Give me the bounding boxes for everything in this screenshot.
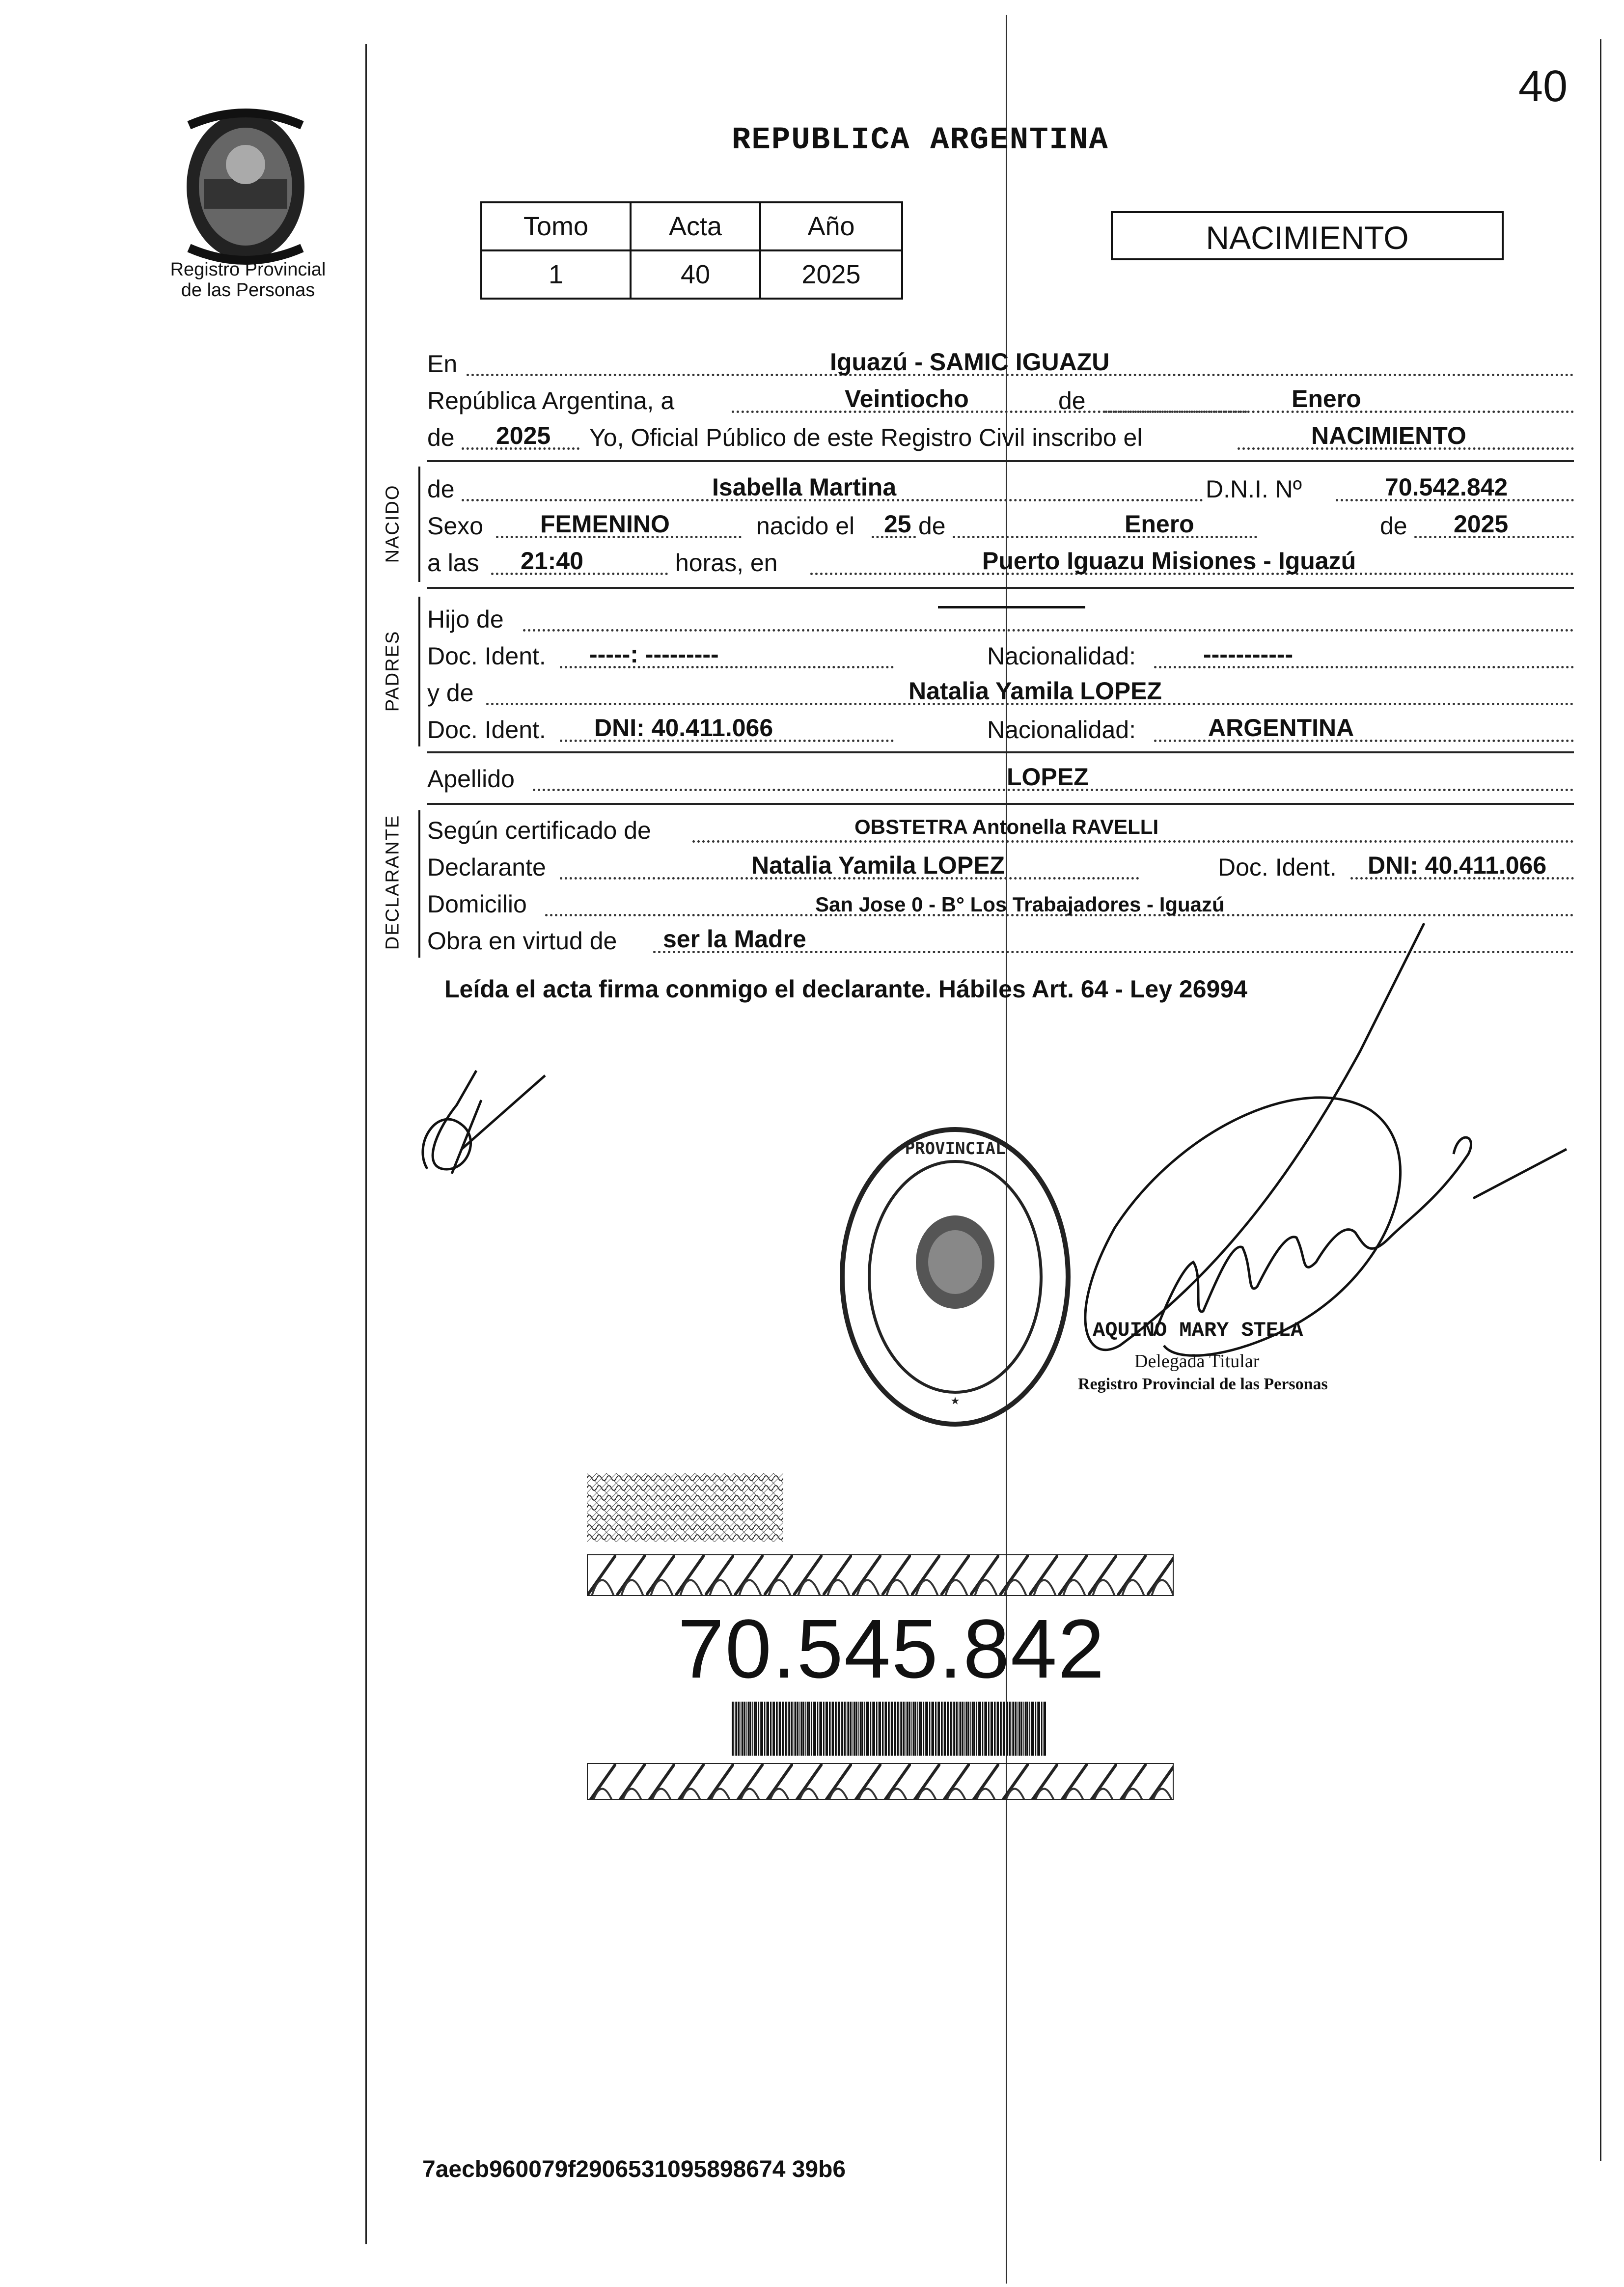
section-label-nacido: NACIDO bbox=[382, 484, 403, 563]
section-bracket bbox=[418, 597, 420, 746]
value-certificate: OBSTETRA Antonella RAVELLI bbox=[854, 815, 1159, 838]
section-bracket bbox=[418, 467, 420, 582]
province-coat-of-arms-icon bbox=[169, 106, 322, 268]
value-child-name: Isabella Martina bbox=[712, 473, 897, 501]
value-declarant: Natalia Yamila LOPEZ bbox=[751, 852, 1005, 879]
section-bracket bbox=[418, 810, 420, 958]
row-sex bbox=[427, 506, 1574, 545]
row-name bbox=[427, 469, 1574, 508]
official-seal-icon bbox=[832, 1120, 1078, 1434]
label-republica: República Argentina, a bbox=[427, 387, 675, 414]
value-born-month: Enero bbox=[1125, 510, 1194, 538]
officer-name: AQUINO MARY STELA bbox=[1093, 1319, 1303, 1342]
document-hash: 7aecb960079f2906531095898674 39b6 bbox=[422, 2156, 846, 2182]
value-born-day: 25 bbox=[884, 510, 911, 538]
row-declarant bbox=[427, 847, 1574, 886]
label-de: de bbox=[427, 424, 455, 451]
dotted-line bbox=[523, 629, 1574, 632]
section-label-declarante: DECLARANTE bbox=[382, 814, 403, 950]
value-tomo: 1 bbox=[481, 250, 631, 299]
label-de: de bbox=[427, 475, 455, 503]
section-label-padres: PADRES bbox=[382, 630, 403, 712]
registry-caption bbox=[152, 259, 344, 301]
security-pattern-top bbox=[587, 1473, 783, 1542]
caption-line-2: de las Personas bbox=[181, 280, 315, 301]
label-segun-certificado: Según certificado de bbox=[427, 817, 651, 844]
barcode-number: 70.545.842 bbox=[678, 1602, 1105, 1696]
caption-line-1: Registro Provincial bbox=[170, 259, 326, 280]
left-margin-line bbox=[365, 44, 367, 2244]
svg-text:PROVINCIAL: PROVINCIAL bbox=[905, 1139, 1006, 1158]
closing-statement: Leída el acta firma conmigo el declarante. Hábiles Art. 64 - Ley 26994 bbox=[444, 975, 1247, 1003]
label-obra-en-virtud: Obra en virtud de bbox=[427, 927, 617, 955]
divider bbox=[427, 751, 1574, 753]
value-father-nat: ----------- bbox=[1203, 640, 1294, 668]
row-registration bbox=[427, 417, 1574, 457]
label-en: En bbox=[427, 350, 458, 378]
dotted-line bbox=[692, 840, 1574, 843]
label-de: de bbox=[918, 512, 946, 540]
value-father-doc: -----: --------- bbox=[589, 640, 719, 668]
value-record: NACIMIENTO bbox=[1311, 422, 1466, 449]
row-mother bbox=[427, 673, 1574, 712]
row-place bbox=[427, 344, 1574, 383]
country-title: REPUBLICA ARGENTINA bbox=[732, 123, 1109, 158]
dotted-line bbox=[953, 536, 1257, 538]
label-domicilio: Domicilio bbox=[427, 890, 527, 918]
value-declarant-doc: DNI: 40.411.066 bbox=[1368, 852, 1547, 879]
value-mother-doc: DNI: 40.411.066 bbox=[594, 714, 773, 742]
divider bbox=[427, 587, 1574, 589]
row-surname bbox=[427, 759, 1574, 798]
officer-role: Delegada Titular bbox=[1134, 1351, 1260, 1372]
value-mother: Natalia Yamila LOPEZ bbox=[908, 677, 1162, 705]
reference-table bbox=[480, 201, 903, 300]
value-day: Veintiocho bbox=[845, 385, 969, 413]
label-doc-ident: Doc. Ident. bbox=[1218, 854, 1337, 881]
value-born-year: 2025 bbox=[1454, 510, 1509, 538]
label-nacionalidad: Nacionalidad: bbox=[987, 642, 1136, 670]
security-band-lower bbox=[587, 1763, 1174, 1800]
registration-text: Yo, Oficial Público de este Registro Civil inscribo el bbox=[589, 424, 1143, 451]
label-apellido: Apellido bbox=[427, 765, 515, 793]
barcode-icon bbox=[732, 1702, 1046, 1756]
right-margin-line bbox=[1600, 39, 1601, 2161]
value-birth-place: Puerto Iguazu Misiones - Iguazú bbox=[982, 547, 1356, 575]
row-time bbox=[427, 543, 1574, 582]
header-tomo: Tomo bbox=[481, 202, 631, 250]
value-surname: LOPEZ bbox=[1007, 763, 1089, 791]
label-nacionalidad: Nacionalidad: bbox=[987, 716, 1136, 744]
row-father bbox=[427, 592, 1574, 638]
officer-office: Registro Provincial de las Personas bbox=[1078, 1375, 1328, 1393]
label-nacido-el: nacido el bbox=[756, 512, 855, 540]
svg-text:★: ★ bbox=[950, 1391, 960, 1408]
label-doc-ident: Doc. Ident. bbox=[427, 716, 546, 744]
label-declarante: Declarante bbox=[427, 854, 546, 881]
page-number: 40 bbox=[1518, 62, 1568, 111]
record-type-box: NACIMIENTO bbox=[1111, 211, 1504, 260]
label-doc-ident: Doc. Ident. bbox=[427, 642, 546, 670]
label-sexo: Sexo bbox=[427, 512, 483, 540]
value-address: San Jose 0 - B° Los Trabajadores - Iguazú bbox=[815, 893, 1225, 916]
label-y-de: y de bbox=[427, 679, 474, 707]
value-ano: 2025 bbox=[760, 250, 902, 299]
row-certificate bbox=[427, 810, 1574, 850]
divider bbox=[427, 803, 1574, 805]
row-date bbox=[427, 381, 1574, 420]
divider bbox=[427, 460, 1574, 462]
label-dni: D.N.I. Nº bbox=[1206, 475, 1302, 503]
label-de: de bbox=[1058, 387, 1086, 414]
row-address bbox=[427, 884, 1574, 923]
value-acta: 40 bbox=[631, 250, 760, 299]
header-ano: Año bbox=[760, 202, 902, 250]
label-horas-en: horas, en bbox=[675, 549, 778, 577]
header-acta: Acta bbox=[631, 202, 760, 250]
value-child-dni: 70.542.842 bbox=[1385, 473, 1508, 501]
value-mother-nat: ARGENTINA bbox=[1208, 714, 1354, 742]
declarant-signature bbox=[408, 1046, 550, 1193]
value-time: 21:40 bbox=[521, 547, 583, 575]
row-father-doc bbox=[427, 636, 1574, 675]
value-month: Enero bbox=[1292, 385, 1361, 413]
value-year: 2025 bbox=[496, 422, 551, 449]
value-father: —————— bbox=[938, 592, 1085, 619]
label-de-2: de bbox=[1380, 512, 1407, 540]
label-hijo-de: Hijo de bbox=[427, 606, 504, 633]
row-mother-doc bbox=[427, 710, 1574, 749]
value-place: Iguazú - SAMIC IGUAZU bbox=[830, 348, 1110, 376]
security-band-upper bbox=[587, 1554, 1174, 1596]
value-obra: ser la Madre bbox=[663, 925, 806, 953]
label-a-las: a las bbox=[427, 549, 479, 577]
value-sex: FEMENINO bbox=[540, 510, 670, 538]
